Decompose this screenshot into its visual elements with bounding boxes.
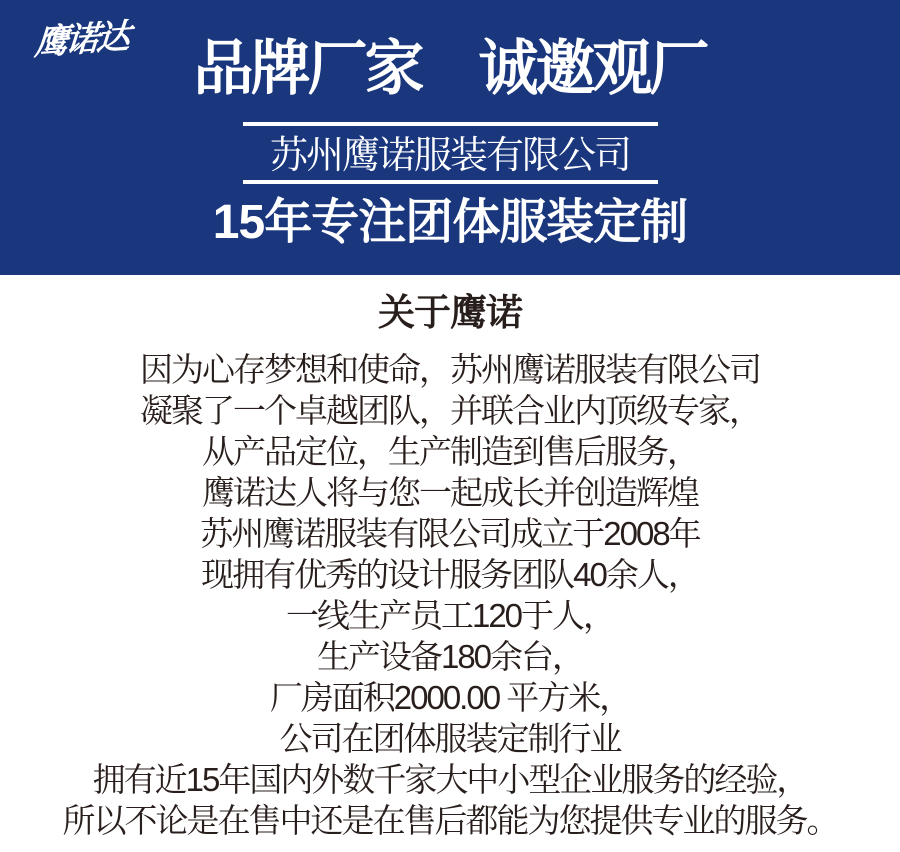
banner-title: 品牌厂家 诚邀观厂 xyxy=(193,35,707,102)
about-text-line: 拥有近15年国内外数千家大中小型企业服务的经验， xyxy=(92,761,808,798)
about-section xyxy=(0,275,900,841)
about-text-line: 生产设备180余台， xyxy=(316,638,584,675)
brand-logo: 鹰诺达 xyxy=(33,17,129,63)
about-text-block xyxy=(0,349,900,841)
separator-line-bottom xyxy=(243,180,658,184)
about-text-line: 苏州鹰诺服装有限公司成立于2008年 xyxy=(200,515,700,552)
about-text-line: 现拥有优秀的设计服务团队40余人， xyxy=(201,556,699,593)
banner xyxy=(0,0,900,275)
about-text-line: 厂房面积2000.00 平方米， xyxy=(269,679,631,716)
about-text-line: 从产品定位，生产制造到售后服务， xyxy=(202,433,698,470)
about-text-line: 凝聚了一个卓越团队，并联合业内顶级专家， xyxy=(140,392,760,429)
banner-company-name: 苏州鹰诺服装有限公司 xyxy=(269,135,630,177)
banner-subtitle: 15年专注团体服装定制 xyxy=(212,196,688,249)
separator-line-top xyxy=(243,122,658,126)
about-text-line: 所以不论是在售中还是在售后都能为您提供专业的服务。 xyxy=(62,802,838,839)
about-text-line: 公司在团体服装定制行业 xyxy=(279,720,621,757)
about-text-line: 鹰诺达人将与您一起成长并创造辉煌 xyxy=(202,474,698,511)
about-text-line: 一线生产员工120于人， xyxy=(285,597,615,634)
about-text-line: 因为心存梦想和使命，苏州鹰诺服装有限公司 xyxy=(140,351,760,388)
about-heading: 关于鹰诺 xyxy=(378,292,522,333)
